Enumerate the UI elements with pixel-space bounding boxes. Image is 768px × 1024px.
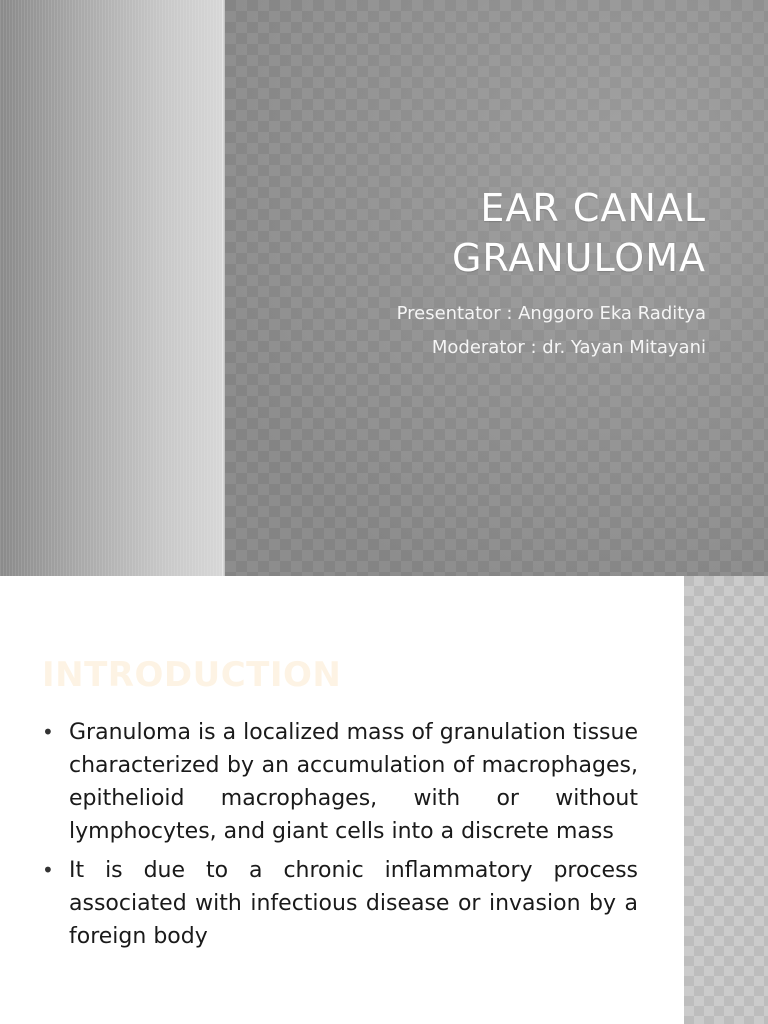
bullet-text: Granuloma is a localized mass of granulation tissue characterized by an accumulation of macrophages, epithelioid macrophages, with or without lymphocytes, and giant cells into a discrete mass [69, 720, 638, 844]
bullet-icon: • [42, 720, 54, 744]
title-line-1: EAR CANAL [480, 186, 706, 230]
bullet-item [42, 716, 638, 848]
presentator-text: Presentator : Anggoro Eka Raditya [396, 303, 706, 324]
intro-heading: INTRODUCTION [42, 655, 342, 695]
bullet-icon: • [42, 858, 54, 882]
side-diamond-pattern [684, 576, 768, 1024]
moderator-text: Moderator : dr. Yayan Mitayani [431, 337, 706, 358]
gradient-side-panel [0, 0, 222, 576]
bullet-list [42, 716, 638, 959]
bullet-item [42, 854, 638, 953]
title-line-2: GRANULOMA [451, 236, 706, 280]
diamond-pattern-background [225, 0, 768, 576]
bullet-text: It is due to a chronic inflammatory process associated with infectious disease or invasion by a foreign body [69, 858, 638, 949]
slide-subtitle [286, 297, 706, 365]
introduction-slide [0, 576, 768, 1024]
slide-title [266, 183, 706, 283]
